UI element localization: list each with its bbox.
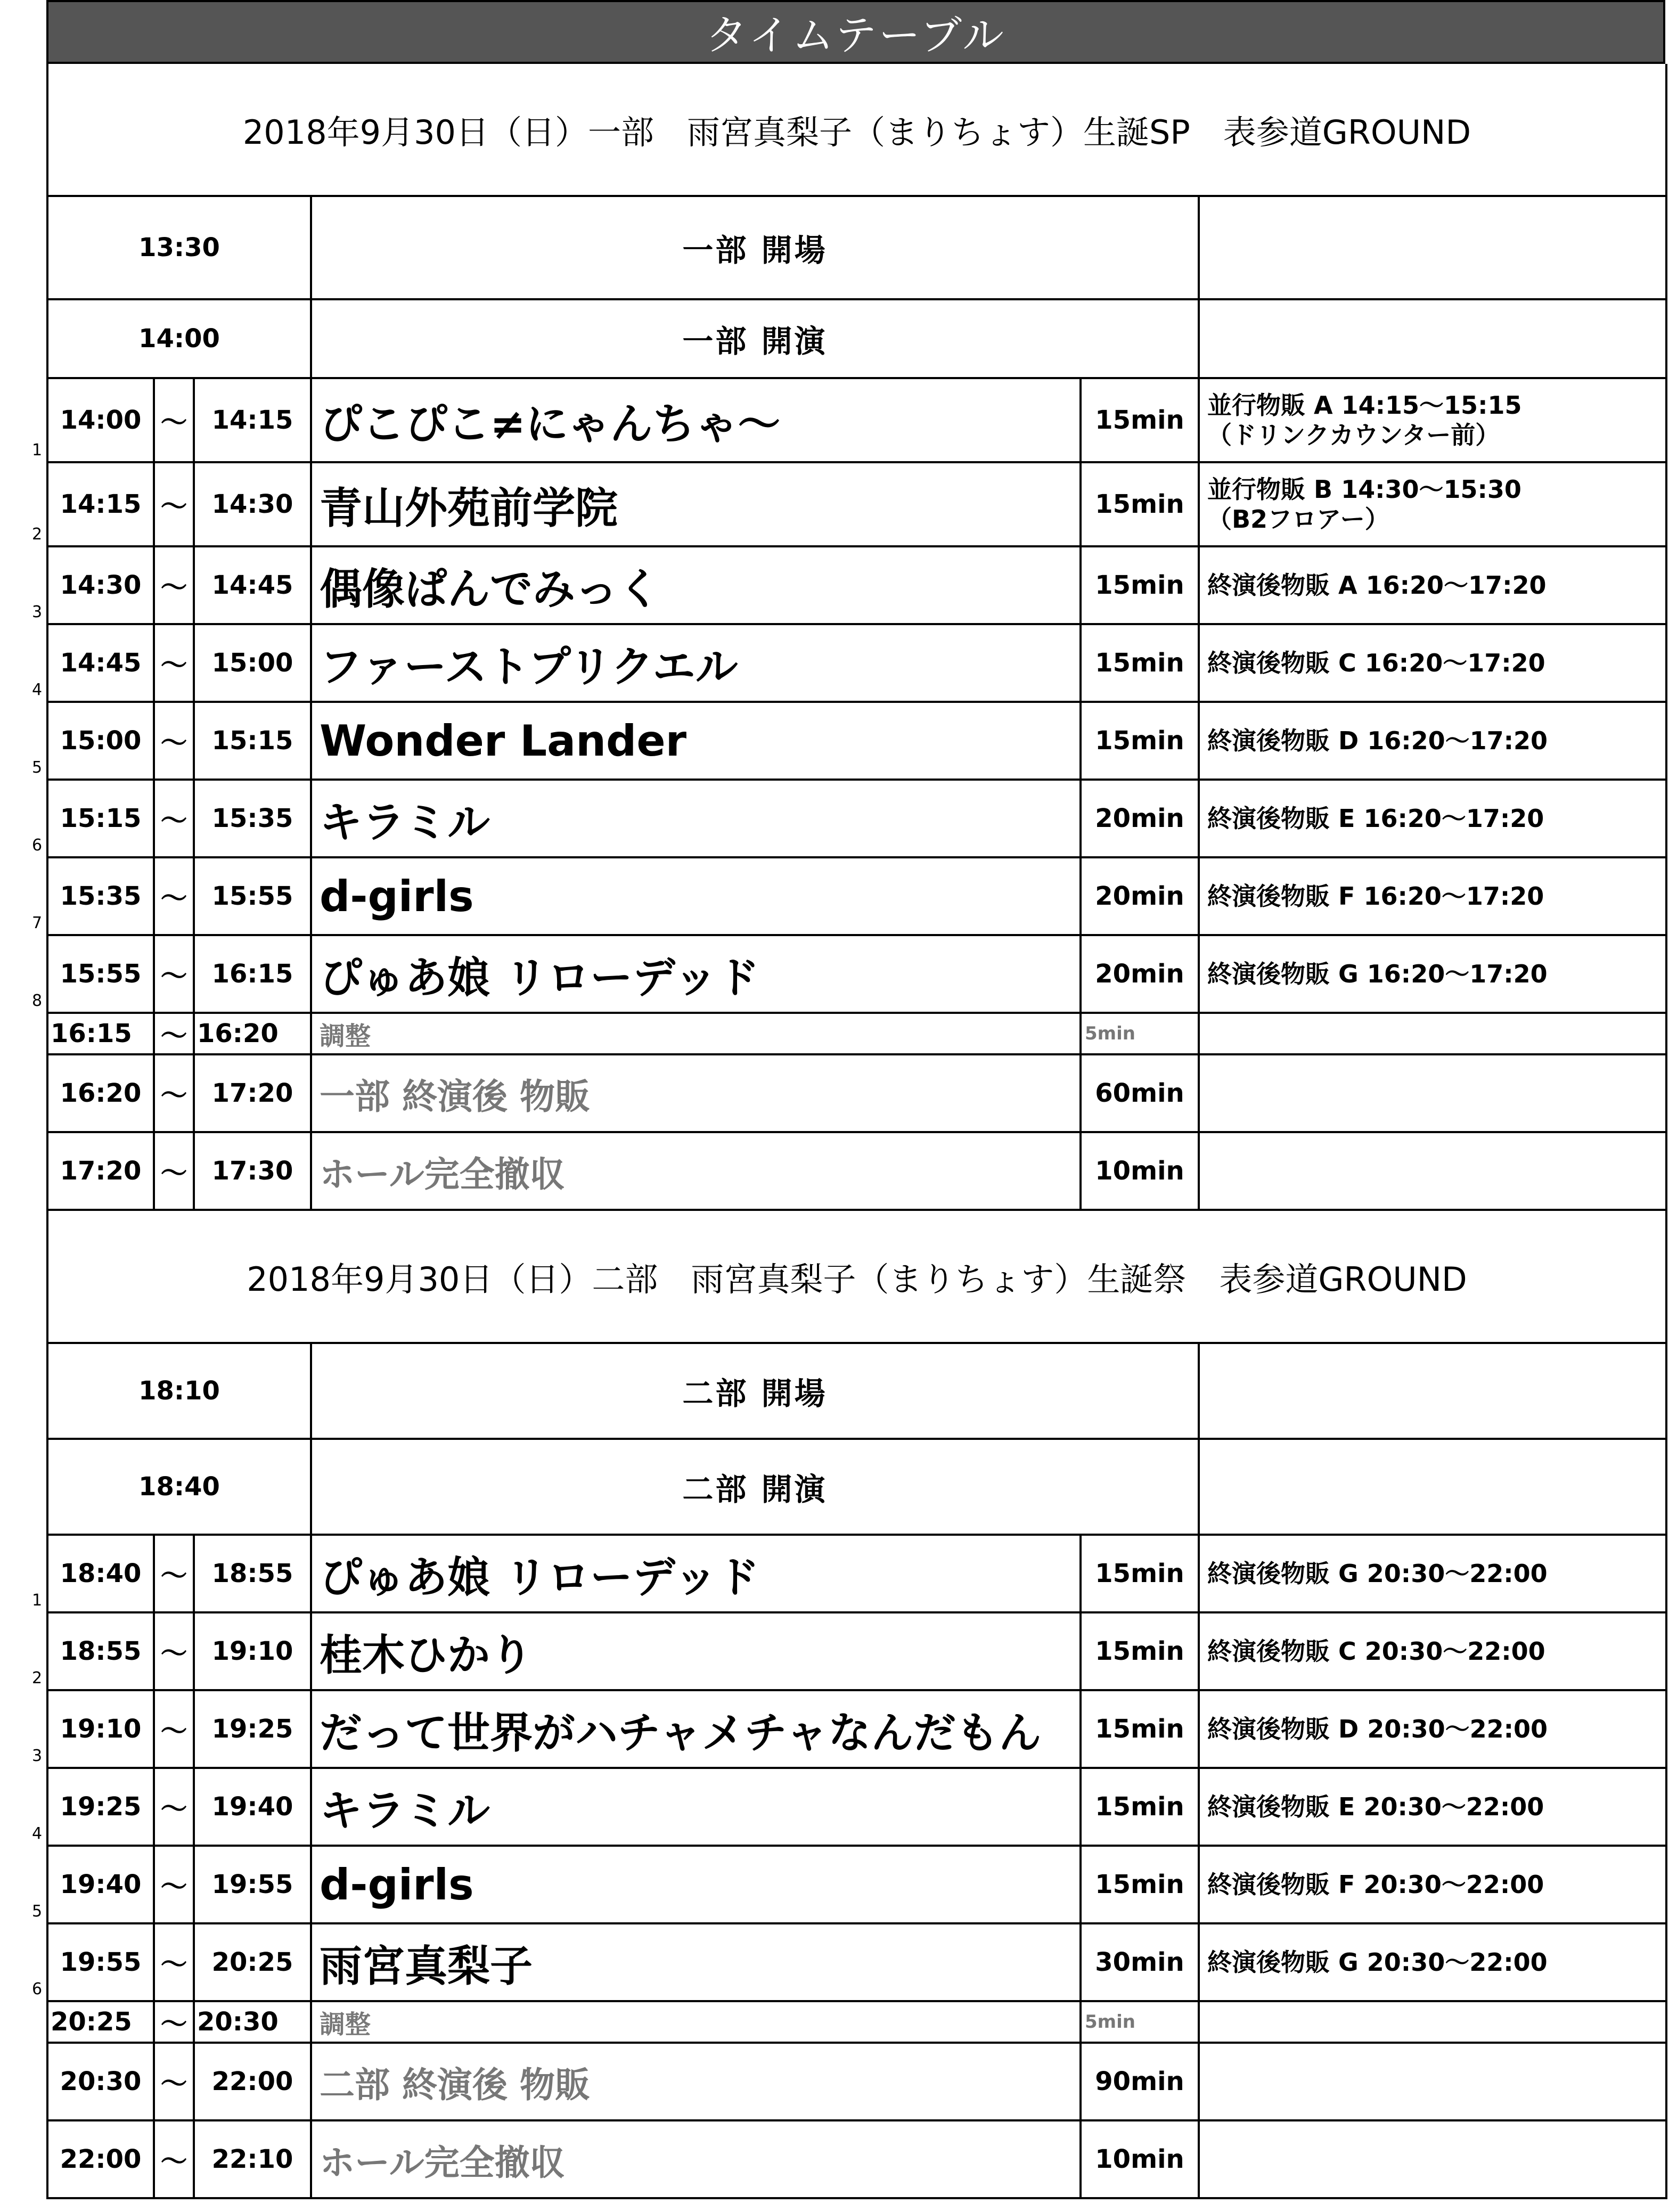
merch-note: [1199, 2043, 1666, 2120]
performer-name: だって世界がハチャメチャなんだもん: [311, 1690, 1081, 1768]
merch-note-line1: 並行物販 A 14:15〜15:15: [1207, 391, 1522, 420]
end-time: 18:55: [194, 1535, 311, 1612]
performer-name: キラミル: [311, 1768, 1081, 1846]
duration: 10min: [1081, 2120, 1199, 2198]
end-time: 15:35: [194, 780, 311, 857]
performer-name: 調整: [311, 1013, 1081, 1054]
end-time: 16:20: [194, 1013, 311, 1054]
merch-note: [1199, 702, 1666, 780]
start-time: 16:15: [47, 1013, 154, 1054]
performance-row: [47, 1923, 1666, 2001]
row-number: 3: [32, 603, 43, 621]
merch-note: [1199, 1612, 1666, 1690]
duration: 15min: [1081, 702, 1199, 780]
merch-note-line1: 終演後物販 A 16:20〜17:20: [1207, 571, 1547, 600]
event-label: 二部 開場: [311, 1343, 1199, 1439]
duration: 20min: [1081, 935, 1199, 1013]
duration: 15min: [1081, 1535, 1199, 1612]
performer-name: 一部 終演後 物販: [311, 1054, 1081, 1132]
end-time: 22:10: [194, 2120, 311, 2198]
event-time: 18:10: [47, 1343, 311, 1439]
event-note: [1199, 1343, 1666, 1439]
start-time: 17:20: [47, 1132, 154, 1210]
time-separator: 〜: [154, 857, 194, 935]
row-number-column: [0, 0, 46, 2212]
start-time: 20:30: [47, 2043, 154, 2120]
closing-row: [47, 2120, 1666, 2198]
end-time: 17:30: [194, 1132, 311, 1210]
row-number: 2: [32, 525, 43, 544]
performance-row: [47, 780, 1666, 857]
merch-note-line1: 終演後物販 F 16:20〜17:20: [1207, 882, 1544, 911]
start-time: 19:25: [47, 1768, 154, 1846]
merch-note-line2: （ドリンクカウンター前）: [1207, 421, 1500, 449]
end-time: 19:10: [194, 1612, 311, 1690]
event-note: [1199, 1439, 1666, 1535]
row-number: 2: [32, 1669, 43, 1687]
merch-note-line1: 終演後物販 G 20:30〜22:00: [1207, 1948, 1548, 1977]
start-time: 18:40: [47, 1535, 154, 1612]
duration: 15min: [1081, 1690, 1199, 1768]
end-time: 14:30: [194, 462, 311, 546]
row-number: 3: [32, 1747, 43, 1765]
time-separator: 〜: [154, 1013, 194, 1054]
event-time: 13:30: [47, 196, 311, 299]
merch-note-line1: 終演後物販 G 20:30〜22:00: [1207, 1559, 1548, 1588]
merch-note: [1199, 1132, 1666, 1210]
performer-name: ぴこぴこ≠にゃんちゃ〜: [311, 378, 1081, 462]
time-separator: 〜: [154, 1768, 194, 1846]
start-time: 15:00: [47, 702, 154, 780]
event-label: 一部 開場: [311, 196, 1199, 299]
event-row: [47, 196, 1666, 299]
time-separator: 〜: [154, 462, 194, 546]
performer-name: 雨宮真梨子: [311, 1923, 1081, 2001]
merch-note: [1199, 2120, 1666, 2198]
performer-name: d-girls: [311, 857, 1081, 935]
performer-name: 調整: [311, 2001, 1081, 2043]
duration: 5min: [1081, 2001, 1199, 2043]
adjust-row: [47, 1013, 1666, 1054]
merch-note: [1199, 780, 1666, 857]
end-time: 15:55: [194, 857, 311, 935]
end-time: 19:25: [194, 1690, 311, 1768]
duration: 15min: [1081, 1612, 1199, 1690]
time-separator: 〜: [154, 1132, 194, 1210]
end-time: 20:30: [194, 2001, 311, 2043]
event-label: 一部 開演: [311, 299, 1199, 378]
start-time: 18:55: [47, 1612, 154, 1690]
performer-name: ホール完全撤収: [311, 2120, 1081, 2198]
performer-name: ホール完全撤収: [311, 1132, 1081, 1210]
performance-row: [47, 702, 1666, 780]
merch-note-line1: 終演後物販 G 16:20〜17:20: [1207, 960, 1548, 988]
end-time: 19:40: [194, 1768, 311, 1846]
event-row: [47, 1343, 1666, 1439]
row-number: 1: [32, 441, 43, 460]
event-label: 二部 開演: [311, 1439, 1199, 1535]
start-time: 15:35: [47, 857, 154, 935]
performance-row: [47, 546, 1666, 624]
row-number: 6: [32, 836, 43, 855]
duration: 15min: [1081, 1768, 1199, 1846]
merch-note-line1: 終演後物販 D 20:30〜22:00: [1207, 1715, 1548, 1743]
time-separator: 〜: [154, 1612, 194, 1690]
row-number: 7: [32, 914, 43, 932]
performer-name: ぴゅあ娘 リローデッド: [311, 935, 1081, 1013]
start-time: 15:15: [47, 780, 154, 857]
merch-note: [1199, 1923, 1666, 2001]
merch-note: [1199, 546, 1666, 624]
duration: 60min: [1081, 1054, 1199, 1132]
start-time: 14:00: [47, 378, 154, 462]
start-time: 14:45: [47, 624, 154, 702]
row-number: 4: [32, 681, 43, 699]
merch-note-line1: 終演後物販 D 16:20〜17:20: [1207, 726, 1548, 755]
duration: 10min: [1081, 1132, 1199, 1210]
row-number: 8: [32, 992, 43, 1010]
end-time: 15:00: [194, 624, 311, 702]
timetable-table: [46, 64, 1667, 2199]
section-header-row: [47, 64, 1666, 196]
performance-row: [47, 1846, 1666, 1923]
merch-note: [1199, 462, 1666, 546]
performance-row: [47, 624, 1666, 702]
performer-name: d-girls: [311, 1846, 1081, 1923]
start-time: 22:00: [47, 2120, 154, 2198]
start-time: 19:40: [47, 1846, 154, 1923]
event-row: [47, 299, 1666, 378]
time-separator: 〜: [154, 1690, 194, 1768]
time-separator: 〜: [154, 702, 194, 780]
start-time: 20:25: [47, 2001, 154, 2043]
merch-note: [1199, 2001, 1666, 2043]
adjust-row: [47, 2001, 1666, 2043]
start-time: 19:10: [47, 1690, 154, 1768]
merch-note: [1199, 857, 1666, 935]
time-separator: 〜: [154, 1054, 194, 1132]
performer-name: 偶像ぱんでみっく: [311, 546, 1081, 624]
merch-note: [1199, 1535, 1666, 1612]
performance-row: [47, 378, 1666, 462]
closing-row: [47, 2043, 1666, 2120]
row-number: 4: [32, 1824, 43, 1843]
event-note: [1199, 299, 1666, 378]
time-separator: 〜: [154, 1846, 194, 1923]
performance-row: [47, 1612, 1666, 1690]
merch-note: [1199, 1013, 1666, 1054]
merch-note: [1199, 1768, 1666, 1846]
section-header-row: [47, 1210, 1666, 1343]
duration: 15min: [1081, 1846, 1199, 1923]
duration: 15min: [1081, 624, 1199, 702]
performance-row: [47, 462, 1666, 546]
performance-row: [47, 857, 1666, 935]
end-time: 22:00: [194, 2043, 311, 2120]
row-number: 5: [32, 1902, 43, 1921]
merch-note: [1199, 1846, 1666, 1923]
performer-name: 桂木ひかり: [311, 1612, 1081, 1690]
row-number: 6: [32, 1980, 43, 1998]
row-number: 1: [32, 1591, 43, 1610]
time-separator: 〜: [154, 1923, 194, 2001]
merch-note-line1: 並行物販 B 14:30〜15:30: [1207, 475, 1521, 504]
time-separator: 〜: [154, 624, 194, 702]
end-time: 14:45: [194, 546, 311, 624]
end-time: 17:20: [194, 1054, 311, 1132]
merch-note: [1199, 1690, 1666, 1768]
start-time: 16:20: [47, 1054, 154, 1132]
time-separator: 〜: [154, 1535, 194, 1612]
performer-name: ぴゅあ娘 リローデッド: [311, 1535, 1081, 1612]
performer-name: ファーストプリクエル: [311, 624, 1081, 702]
merch-note-line1: 終演後物販 E 20:30〜22:00: [1207, 1792, 1544, 1821]
duration: 90min: [1081, 2043, 1199, 2120]
performance-row: [47, 1690, 1666, 1768]
start-time: 14:15: [47, 462, 154, 546]
duration: 15min: [1081, 462, 1199, 546]
event-time: 18:40: [47, 1439, 311, 1535]
performer-name: 二部 終演後 物販: [311, 2043, 1081, 2120]
section-header: 2018年9月30日（日）二部 雨宮真梨子（まりちょす）生誕祭 表参道GROUND: [47, 1210, 1666, 1343]
duration: 15min: [1081, 546, 1199, 624]
time-separator: 〜: [154, 2001, 194, 2043]
closing-row: [47, 1132, 1666, 1210]
merch-note-line2: （B2フロアー）: [1207, 505, 1389, 534]
time-separator: 〜: [154, 2120, 194, 2198]
event-time: 14:00: [47, 299, 311, 378]
start-time: 19:55: [47, 1923, 154, 2001]
merch-note-line1: 終演後物販 E 16:20〜17:20: [1207, 804, 1544, 833]
merch-note: [1199, 378, 1666, 462]
end-time: 19:55: [194, 1846, 311, 1923]
performance-row: [47, 1768, 1666, 1846]
time-separator: 〜: [154, 780, 194, 857]
page-title: タイムテーブル: [46, 0, 1665, 64]
performer-name: 青山外苑前学院: [311, 462, 1081, 546]
performance-row: [47, 1535, 1666, 1612]
end-time: 16:15: [194, 935, 311, 1013]
event-note: [1199, 196, 1666, 299]
time-separator: 〜: [154, 546, 194, 624]
section-header: 2018年9月30日（日）一部 雨宮真梨子（まりちょす）生誕SP 表参道GROUND: [47, 64, 1666, 196]
end-time: 15:15: [194, 702, 311, 780]
duration: 15min: [1081, 378, 1199, 462]
closing-row: [47, 1054, 1666, 1132]
time-separator: 〜: [154, 2043, 194, 2120]
merch-note: [1199, 1054, 1666, 1132]
start-time: 14:30: [47, 546, 154, 624]
timetable-sheet: [46, 0, 1665, 2199]
duration: 20min: [1081, 857, 1199, 935]
row-number: 5: [32, 758, 43, 777]
duration: 30min: [1081, 1923, 1199, 2001]
merch-note: [1199, 624, 1666, 702]
merch-note-line1: 終演後物販 C 20:30〜22:00: [1207, 1637, 1545, 1666]
merch-note: [1199, 935, 1666, 1013]
time-separator: 〜: [154, 378, 194, 462]
duration: 20min: [1081, 780, 1199, 857]
end-time: 20:25: [194, 1923, 311, 2001]
merch-note-line1: 終演後物販 F 20:30〜22:00: [1207, 1870, 1544, 1899]
performer-name: Wonder Lander: [311, 702, 1081, 780]
event-row: [47, 1439, 1666, 1535]
performer-name: キラミル: [311, 780, 1081, 857]
duration: 5min: [1081, 1013, 1199, 1054]
start-time: 15:55: [47, 935, 154, 1013]
merch-note-line1: 終演後物販 C 16:20〜17:20: [1207, 649, 1545, 677]
end-time: 14:15: [194, 378, 311, 462]
time-separator: 〜: [154, 935, 194, 1013]
performance-row: [47, 935, 1666, 1013]
